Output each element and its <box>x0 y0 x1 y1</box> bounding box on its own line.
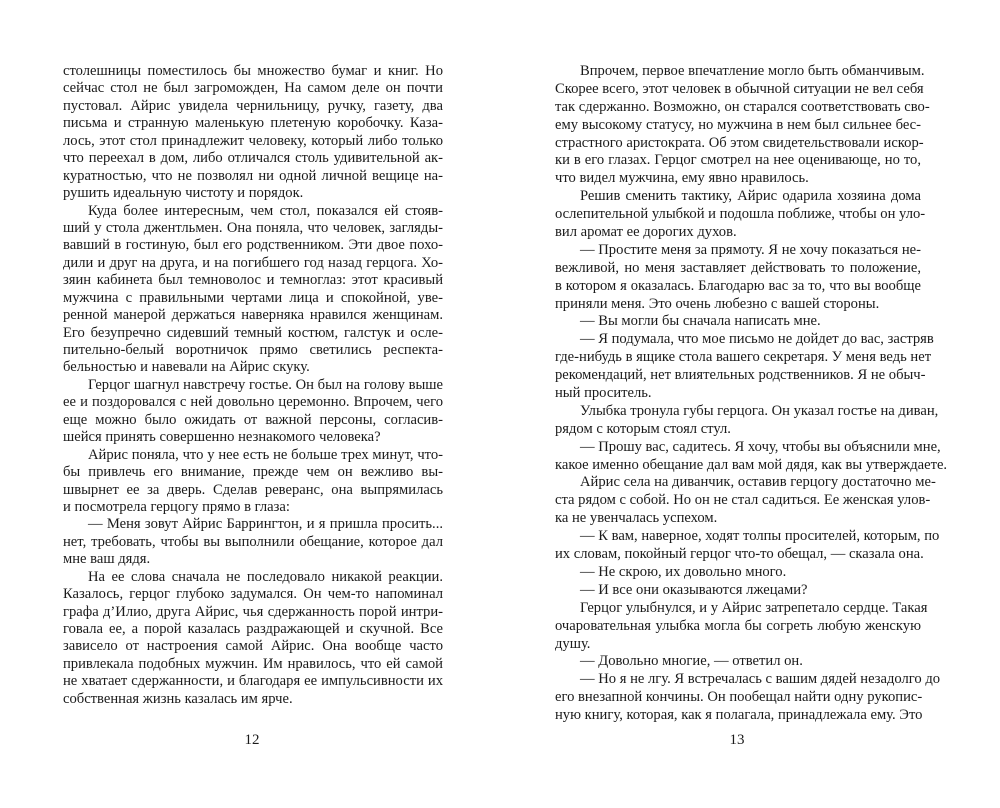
text-line: не хватает сдержанности, и благодаря ее импульсивности их <box>63 673 443 690</box>
text-line: пительно-белый воротничок прямо светились респекта- <box>63 342 443 358</box>
paragraph <box>555 528 940 564</box>
paragraph <box>555 671 941 725</box>
paragraph <box>555 564 921 582</box>
text-line: — Вы могли бы сначала написать мне. <box>580 313 821 330</box>
text-line: столешницы поместилось бы множество бумаг и книг. Но <box>63 63 443 79</box>
text-line: вавший в гостиную, был его родственником. Эти двое похо- <box>63 237 443 254</box>
text-line: так сдержанно. Возможно, он старался соответствовать сво- <box>555 98 930 115</box>
text-line: мне ваш дядя. <box>63 551 151 568</box>
text-line: шейся принять совершенно незнакомого человека? <box>63 429 381 446</box>
text-line: ста рядом с собой. Но он не стал садиться. Ее женская улов- <box>555 492 931 509</box>
text-line: привлекала подобных мужчин. Им нравилось, что ей самой <box>63 655 443 672</box>
text-line: ему высокому статусу, но мужчина в нем был сильнее бес- <box>555 116 921 133</box>
text-line: его внезапной кончины. Он пообещал найти одну рукопис- <box>555 689 923 706</box>
text-line: графа д’Илио, друга Айрис, чья сдержанность порой интри- <box>63 603 443 620</box>
paragraph <box>63 203 443 377</box>
text-line: — Меня зовут Айрис Баррингтон, и я пришла просить... <box>88 516 443 533</box>
page-number-left: 12 <box>244 732 260 748</box>
text-line: какое именно обещание дал вам мой дядя, как вы утверждаете. <box>555 456 948 473</box>
right-page-text <box>555 63 948 725</box>
text-line: приняли меня. Это очень любезно с вашей стороны. <box>555 295 880 312</box>
text-line: Скорее всего, этот человек в обычной ситуации не вел себя <box>555 80 924 97</box>
text-line: что видел мужчина, ему явно нравилось. <box>555 170 809 187</box>
text-line: куратностью, что не позволял ни одной личной вещице на- <box>63 167 443 184</box>
text-line: ка не увенчалась успехом. <box>555 510 718 527</box>
text-line: вежливой, но меня заставляет действовать то положение, <box>555 259 921 276</box>
text-line: Куда более интересным, чем стол, показался ей стояв- <box>88 202 443 219</box>
text-line: — Довольно многие, — ответил он. <box>580 653 803 670</box>
text-line: страстного аристократа. Об этом свидетельствовали искор- <box>555 134 924 151</box>
paragraph <box>555 313 921 331</box>
text-line: рекомендаций, нет влиятельных родственников. Я не обыч- <box>555 367 926 384</box>
text-line: бельностью и навевали на Айрис скуку. <box>63 359 310 376</box>
text-line: нет, требовать, чтобы вы выполнили обещание, которое дал <box>63 533 443 550</box>
text-line: ослепительной улыбкой и подошла поближе, чтобы он уло- <box>555 206 926 223</box>
text-line: сейчас стол не был загроможден, На самом деле он почти <box>63 80 443 97</box>
text-line: Казалось, герцог глубоко задумался. Он чем-то напоминал <box>63 586 443 603</box>
paragraph <box>555 242 921 314</box>
left-page-text <box>63 63 443 708</box>
text-line: Айрис поняла, что у нее есть не больше трех минут, что- <box>88 446 443 463</box>
paragraph <box>555 438 948 475</box>
text-line: рушить идеальную чистоту и порядок. <box>63 185 304 202</box>
text-line: душу. <box>555 635 591 652</box>
paragraph <box>555 63 930 188</box>
text-line: дили и друг на друга, и на погибшего год назад герцога. Хо- <box>63 254 443 271</box>
paragraph <box>63 377 443 447</box>
text-line: и посмотрела герцогу прямо в глаза: <box>63 498 290 515</box>
paragraph <box>63 516 443 568</box>
paragraph <box>555 188 926 242</box>
text-line: Впрочем, первое впечатление могло быть обманчивым. <box>580 63 925 79</box>
text-line: еще можно было ожидать от важной персоны, согласив- <box>63 411 443 428</box>
text-line: бы привлечь его внимание, прежде чем он вежливо вы- <box>63 464 443 481</box>
paragraph <box>555 599 928 654</box>
text-line: — Простите меня за прямоту. Я не хочу показаться не- <box>580 241 921 258</box>
paragraph <box>555 331 934 403</box>
text-line: Улыбка тронула губы герцога. Он указал гостье на диван, <box>580 402 939 419</box>
paragraph <box>555 402 939 439</box>
text-line: письма и странную маленькую плетеную коробочку. Каза- <box>63 115 443 132</box>
text-line: Герцог улыбнулся, и у Айрис затрепетало сердце. Такая <box>580 599 928 616</box>
text-line: — Но я не лгу. Я встречалась с вашим дядей незадолго до <box>580 671 941 688</box>
text-line: Герцог шагнул навстречу гостье. Он был на голову выше <box>88 376 443 393</box>
paragraph <box>555 474 936 528</box>
text-line: — И все они оказываются лжецами? <box>580 581 808 598</box>
text-line: их словам, покойный герцог что-то обещал, — сказала она. <box>555 546 924 563</box>
text-line: ренной манерой держаться наверняка нравился женщинам. <box>63 307 443 324</box>
text-line: очаровательная улыбка могла бы согреть любую женскую <box>555 617 921 634</box>
text-line: что переехал в дом, либо отличался столь удивительной ак- <box>63 150 443 167</box>
text-line: собственная жизнь казалась им ярче. <box>63 690 293 707</box>
text-line: говала ее, а порой казалась раздражающей и скучной. Все <box>63 621 443 637</box>
page-number-right: 13 <box>729 732 745 748</box>
paragraph <box>555 653 921 671</box>
text-line: ший у стола джентльмен. Она поняла, что человек, загляды- <box>63 219 443 236</box>
paragraph <box>63 569 443 709</box>
text-line: в котором я оказалась. Благодарю вас за то, что вы вообще <box>555 277 921 294</box>
text-line: лось, этот стол принадлежит человеку, который либо только <box>63 132 443 149</box>
text-line: — Не скрою, их довольно много. <box>580 563 787 580</box>
paragraph <box>555 582 921 600</box>
text-line: Айрис села на диванчик, оставив герцогу достаточно ме- <box>580 474 936 491</box>
text-line: — Прошу вас, садитесь. Я хочу, чтобы вы объяснили мне, <box>580 438 941 455</box>
text-line: швырнет ее за дверь. Сделав реверанс, она выпрямилась <box>63 481 443 498</box>
text-line: На ее слова сначала не последовало никакой реакции. <box>88 568 443 585</box>
text-line: зяин кабинета был темноволос и темноглаз: этот красивый <box>63 272 443 289</box>
text-line: пустовал. Айрис увидела чернильницу, ручку, газету, два <box>63 97 443 114</box>
paragraph <box>63 447 443 517</box>
text-line: — К вам, наверное, ходят толпы просителей, которым, по <box>580 528 940 545</box>
text-line: мужчина с правильными чертами лица и спокойной, уве- <box>63 289 443 306</box>
text-line: ную книгу, которая, как я полагала, принадлежала ему. Это <box>555 707 923 724</box>
text-line: зависело от настроения самой Айрис. Она вообще часто <box>63 638 443 655</box>
text-line: Его безупречно сидевший темный костюм, галстук и осле- <box>63 324 443 341</box>
text-line: вил аромат ее дорогих духов. <box>555 224 737 241</box>
text-line: Решив сменить тактику, Айрис одарила хозяина дома <box>580 188 921 205</box>
text-line: ный проситель. <box>555 385 652 402</box>
text-line: ки в его глазах. Герцог смотрел на нее оценивающе, но то, <box>555 152 921 169</box>
paragraph <box>63 63 443 203</box>
text-line: где-нибудь в ящике стола вашего секретаря. У меня ведь нет <box>555 349 932 366</box>
text-line: — Я подумала, что мое письмо не дойдет до вас, застряв <box>580 331 934 348</box>
text-line: ее и поздоровался с ней довольно церемонно. Впрочем, чего <box>63 394 443 411</box>
text-line: рядом с которым стоял стул. <box>555 420 731 437</box>
